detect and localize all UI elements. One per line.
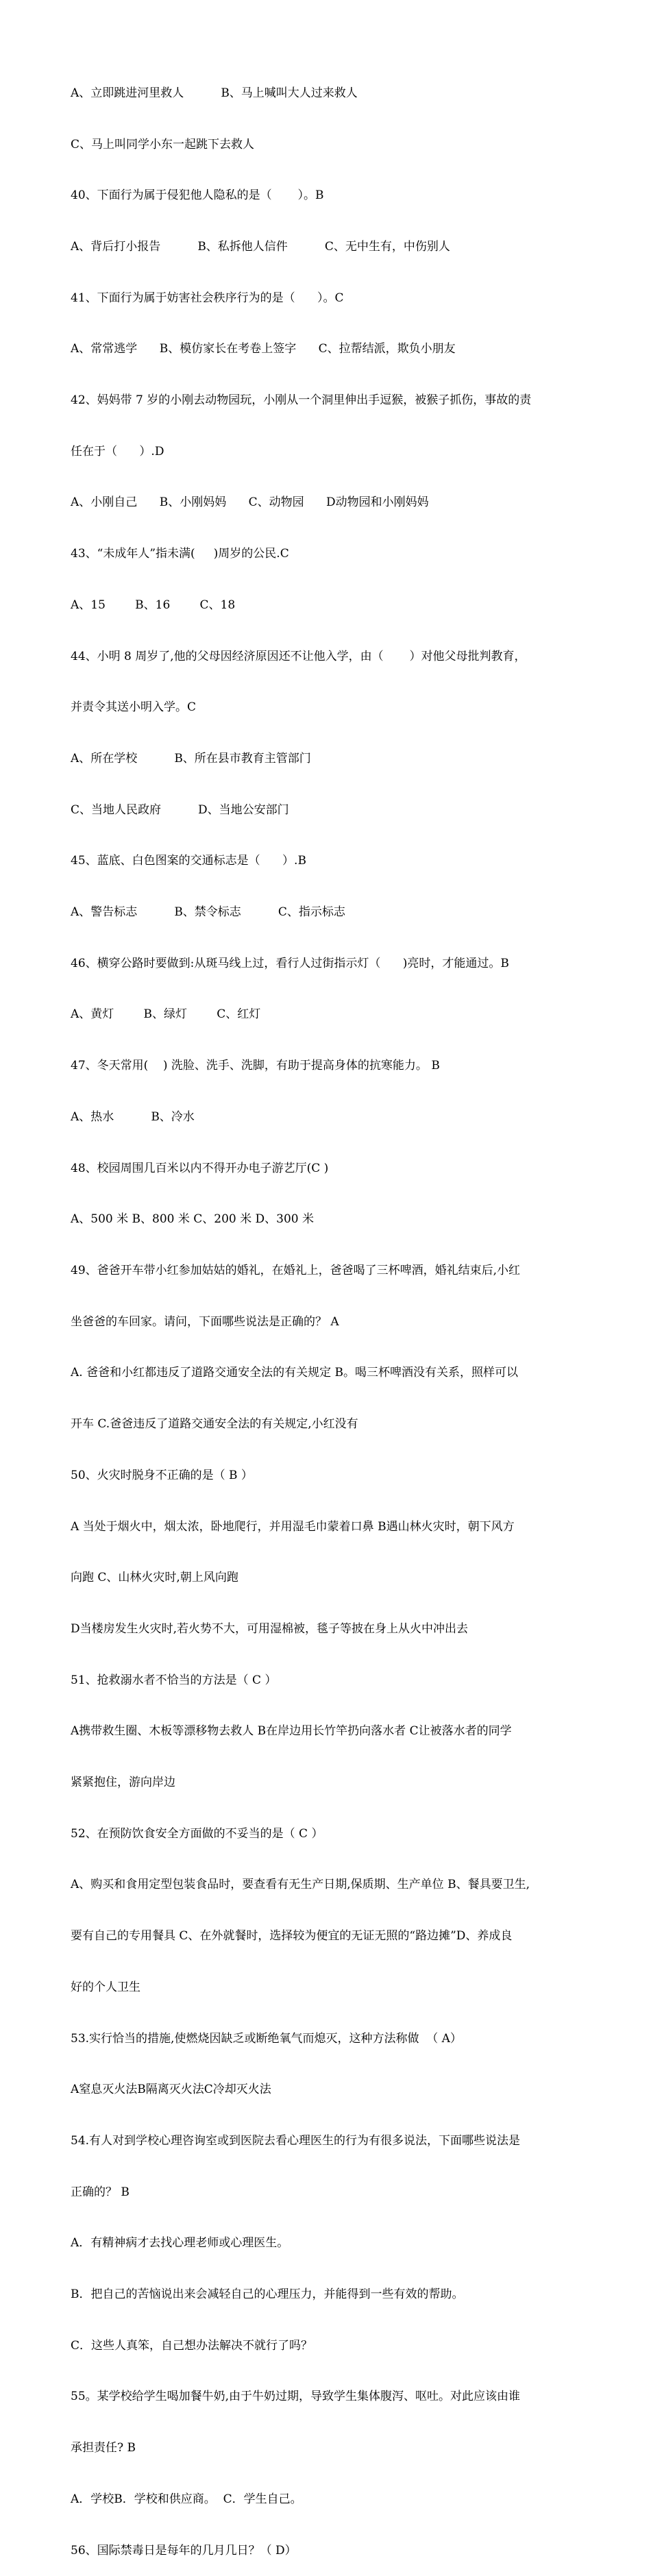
text-line: 正确的？ B <box>71 2185 130 2199</box>
text-line: D当楼房发生火灾时,若火势不大，可用湿棉被，毯子等披在身上从火中冲出去 <box>71 1621 469 1636</box>
text-line: 坐爸爸的车回家。请问，下面哪些说法是正确的？ A <box>71 1314 339 1329</box>
text-line: 向跑 C、山林火灾时,朝上风向跑 <box>71 1571 238 1585</box>
text-line: 开车 C.爸爸违反了道路交通安全法的有关规定,小红没有 <box>71 1417 358 1432</box>
text-line: 41、下面行为属于妨害社会秩序行为的是（ ）。C <box>71 291 344 305</box>
text-line: 43、“未成年人”指未满( )周岁的公民.C <box>71 547 289 561</box>
text-line: A、15 B、16 C、18 <box>71 598 236 612</box>
text-line: A．学校B．学校和供应商。 C．学生自己。 <box>71 2492 302 2506</box>
text-line: 46、横穿公路时要做到:从斑马线上过，看行人过街指示灯（ )亮时，才能通过。B <box>71 956 509 970</box>
text-line: A. 爸爸和小红都违反了道路交通安全法的有关规定 B。喝三杯啤酒没有关系，照样可以 <box>71 1366 518 1380</box>
text-line: 50、火灾时脱身不正确的是（ B ） <box>71 1468 253 1482</box>
text-line: A、背后打小报告 B、私拆他人信件 C、无中生有，中伤别人 <box>71 239 450 254</box>
text-line: 45、蓝底、白色图案的交通标志是（ ）.B <box>71 854 306 868</box>
text-line: A、购买和食用定型包装食品时，要查看有无生产日期,保质期、生产单位 B、餐具要卫生, <box>71 1878 530 1892</box>
text-line: 52、在预防饮食安全方面做的不妥当的是（ C ） <box>71 1826 323 1841</box>
text-line: B．把自己的苦恼说出来会减轻自己的心理压力，并能得到一些有效的帮助。 <box>71 2287 464 2302</box>
text-line: 44、小明 8 周岁了,他的父母因经济原因还不让他入学，由（ ）对他父母批判教育， <box>71 649 526 663</box>
text-line: A、热水 B、冷水 <box>71 1109 195 1124</box>
text-line: 53.实行恰当的措施,使燃烧因缺乏或断绝氧气而熄灭，这种方法称做 （ A） <box>71 2031 462 2046</box>
text-line: 40、下面行为属于侵犯他人隐私的是（ ）。B <box>71 188 324 203</box>
text-line: A窒息灭火法B隔离灭火法C冷却灭火法 <box>71 2083 271 2097</box>
text-line: 承担责任? B <box>71 2441 136 2455</box>
text-line: 56、国际禁毒日是每年的几月几日？（ D） <box>71 2543 297 2557</box>
text-line: 48、校园周围几百米以内不得开办电子游艺厅(C ) <box>71 1161 329 1175</box>
text-line: 好的个人卫生 <box>71 1980 140 1994</box>
text-line: A、黄灯 B、绿灯 C、红灯 <box>71 1007 261 1022</box>
text-line: 42、妈妈带 7 岁的小刚去动物园玩，小刚从一个洞里伸出手逗猴，被猴子抓伤，事故的责 <box>71 393 532 408</box>
document-body <box>71 51 591 2576</box>
text-line: A．有精神病才去找心理老师或心理医生。 <box>71 2236 289 2250</box>
text-line: 47、冬天常用( ) 洗脸、洗手、洗脚，有助于提高身体的抗寒能力。 B <box>71 1059 440 1073</box>
text-line: 51、抢救溺水者不恰当的方法是（ C ） <box>71 1673 277 1687</box>
text-line: 要有自己的专用餐具 C、在外就餐时，选择较为便宜的无证无照的“路边摊”D、养成良 <box>71 1929 513 1943</box>
text-line: 任在于（ ）.D <box>71 444 164 458</box>
text-line: 并责令其送小明入学。C <box>71 700 197 715</box>
text-line: C．这些人真笨，自己想办法解决不就行了吗？ <box>71 2338 313 2353</box>
text-line: A、小刚自己 B、小刚妈妈 C、动物园 D动物园和小刚妈妈 <box>71 495 429 510</box>
text-line: A、500 米 B、800 米 C、200 米 D、300 米 <box>71 1212 315 1227</box>
text-line: 紧紧抱住，游向岸边 <box>71 1776 175 1790</box>
text-line: A、常常逃学 B、模仿家长在考卷上签字 C、拉帮结派，欺负小朋友 <box>71 342 456 356</box>
text-line: A 当处于烟火中，烟太浓，卧地爬行，并用湿毛巾蒙着口鼻 B遇山林火灾时，朝下风方 <box>71 1519 515 1534</box>
text-line: A、立即跳进河里救人 B、马上喊叫大人过来救人 <box>71 86 358 100</box>
text-line: C、当地人民政府 D、当地公安部门 <box>71 802 289 817</box>
text-line: 49、爸爸开车带小红参加姑姑的婚礼，在婚礼上，爸爸喝了三杯啤酒，婚礼结束后,小红 <box>71 1263 521 1277</box>
text-line: 54.有人对到学校心理咨询室或到医院去看心理医生的行为有很多说法，下面哪些说法是 <box>71 2133 521 2148</box>
text-line: C、马上叫同学小东一起跳下去救人 <box>71 137 255 151</box>
text-line: 55。某学校给学生喝加餐牛奶,由于牛奶过期，导致学生集体腹泻、呕吐。对此应该由谁 <box>71 2390 521 2404</box>
text-line: A、所在学校 B、所在县市教育主管部门 <box>71 751 311 765</box>
text-line: A携带救生圈、木板等漂移物去救人 B在岸边用长竹竿扔向落水者 C让被落水者的同学 <box>71 1724 512 1739</box>
text-line: A、警告标志 B、禁令标志 C、指示标志 <box>71 905 345 920</box>
